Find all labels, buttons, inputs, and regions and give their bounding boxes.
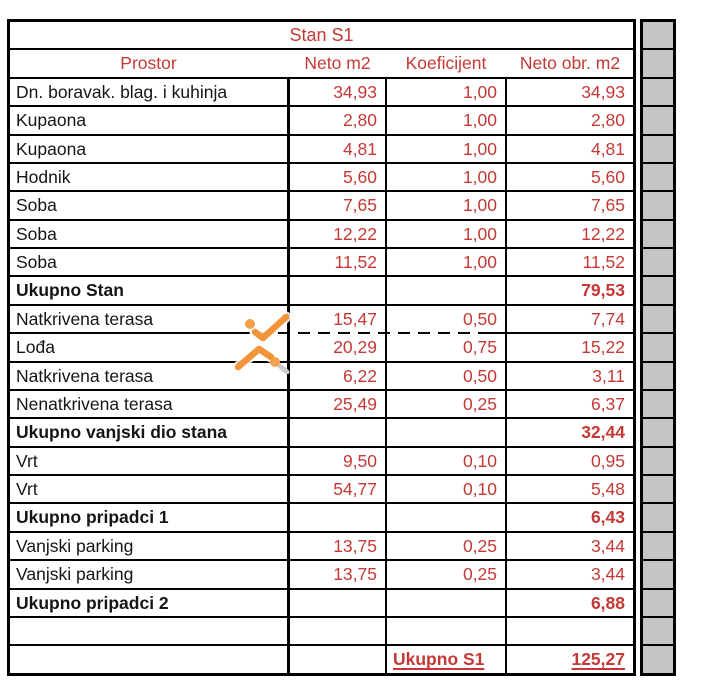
cell-obr: 5,60 [590, 166, 625, 187]
cell-koef: 0,50 [387, 363, 507, 389]
table-row [10, 618, 633, 646]
cell-koef: Ukupno S1 [387, 646, 507, 672]
cell-koef: 0,75 [387, 334, 507, 360]
cell-label: Ukupno pripadci 1 [10, 504, 290, 530]
cell-label: Vanjski parking [10, 533, 290, 559]
cell-koef: 0,50 [387, 306, 507, 332]
cell-obr: 4,81 [590, 138, 625, 159]
cell-koef [387, 504, 507, 530]
cell-label: Vanjski parking [10, 561, 290, 587]
gray-cell [643, 646, 673, 672]
cell-koef: 1,00 [387, 249, 507, 275]
cell-label: Soba [10, 249, 290, 275]
gray-cell [643, 561, 673, 589]
cell-obr: 11,52 [582, 252, 625, 272]
cell-label: Natkrivena terasa [10, 363, 290, 389]
cell-koef [387, 277, 507, 303]
cell-koef: 0,25 [387, 561, 507, 587]
cell-obr: 3,44 [590, 535, 625, 556]
cell-neto: 34,93 [290, 79, 387, 105]
cell-neto: 25,49 [290, 391, 387, 417]
cell-obr: 3,11 [592, 365, 625, 386]
column-header-prostor: Prostor [120, 53, 177, 74]
gray-cell [643, 22, 673, 50]
cell-koef [387, 419, 507, 445]
table-row [10, 164, 633, 192]
gray-cell [643, 306, 673, 334]
cell-obr: 5,48 [590, 479, 625, 499]
gray-cell [643, 448, 673, 476]
cell-neto [290, 618, 387, 644]
cell-koef [387, 590, 507, 616]
cell-neto: 20,29 [290, 334, 387, 360]
gray-cell [643, 476, 673, 504]
gray-cell [643, 107, 673, 135]
header-row [10, 50, 633, 78]
cell-neto: 12,22 [290, 221, 387, 247]
cell-neto [290, 646, 387, 672]
cell-label: Vrt [10, 476, 290, 502]
watermark-logo-icon [226, 308, 298, 374]
cell-obr: 2,80 [590, 110, 625, 131]
cell-neto: 7,65 [290, 192, 387, 218]
cell-obr: 34,93 [581, 81, 625, 102]
cell-obr: 3,44 [590, 564, 625, 585]
gray-cell [643, 419, 673, 447]
gray-cell [643, 164, 673, 192]
cell-neto [290, 277, 387, 303]
gray-cell [643, 249, 673, 277]
cell-koef: 1,00 [387, 107, 507, 133]
cell-label: Soba [10, 221, 290, 247]
gray-cell [643, 136, 673, 164]
table-row [10, 136, 633, 164]
cell-neto: 13,75 [290, 561, 387, 587]
gray-cell [643, 391, 673, 419]
cell-obr: 125,27 [571, 649, 625, 670]
cell-obr: 7,74 [590, 308, 625, 329]
cell-koef: 0,25 [387, 391, 507, 417]
cell-label: Ukupno pripadci 2 [10, 590, 290, 616]
area-table [7, 19, 636, 676]
table-row [10, 277, 633, 305]
cell-neto: 4,81 [290, 136, 387, 162]
table-row [10, 107, 633, 135]
table-title: Stan S1 [289, 25, 354, 45]
gray-cell [643, 533, 673, 561]
cell-neto: 15,47 [290, 306, 387, 332]
cell-label: Hodnik [10, 164, 290, 190]
cell-obr: 15,22 [581, 337, 625, 358]
cell-neto [290, 504, 387, 530]
table-row [10, 334, 633, 362]
gray-cell [643, 277, 673, 305]
cell-label: Soba [10, 192, 290, 218]
cell-label: Ukupno vanjski dio stana [10, 419, 290, 445]
cell-neto: 54,77 [290, 476, 387, 502]
gray-cell [643, 590, 673, 618]
column-header-koeficijent: Koeficijent [405, 53, 487, 74]
cell-koef: 1,00 [387, 164, 507, 190]
cell-obr: 32,44 [581, 422, 625, 443]
gray-cell [643, 50, 673, 78]
gray-cell [643, 221, 673, 249]
cell-neto: 11,52 [290, 249, 387, 275]
cell-label: Ukupno Stan [10, 277, 290, 303]
table-row [10, 448, 633, 476]
gray-cell [643, 504, 673, 532]
table-row [10, 561, 633, 589]
right-gray-column [640, 19, 676, 676]
table-row [10, 221, 633, 249]
table-row [10, 79, 633, 107]
table-row [10, 476, 633, 504]
table-row [10, 391, 633, 419]
cell-neto [290, 419, 387, 445]
cell-label [10, 646, 290, 672]
cell-koef: 1,00 [387, 136, 507, 162]
cell-obr: 12,22 [581, 223, 625, 244]
gray-cell [643, 363, 673, 391]
table-row [10, 646, 633, 672]
cell-label: Nenatkrivena terasa [10, 391, 290, 417]
cell-obr: 79,53 [581, 280, 625, 301]
cell-label: Dn. boravak. blag. i kuhinja [10, 79, 290, 105]
cell-koef: 1,00 [387, 221, 507, 247]
table-row [10, 419, 633, 447]
gray-cell [643, 192, 673, 220]
table-row [10, 504, 633, 532]
cell-label: Natkrivena terasa [10, 306, 290, 332]
cell-koef: 0,10 [387, 476, 507, 502]
gray-cell [643, 618, 673, 646]
column-header-neto-obr-m2: Neto obr. m2 [519, 53, 621, 74]
table-row [10, 533, 633, 561]
cell-label: Lođa [10, 334, 290, 360]
title-row [10, 22, 633, 50]
cell-neto [290, 590, 387, 616]
cell-koef: 0,10 [387, 448, 507, 474]
cell-obr: 6,43 [590, 507, 625, 528]
cell-obr [507, 618, 633, 644]
cell-koef: 1,00 [387, 192, 507, 218]
cell-label: Kupaona [10, 136, 290, 162]
cell-neto: 13,75 [290, 533, 387, 559]
cell-obr: 7,65 [590, 195, 625, 216]
cell-obr: 0,95 [590, 450, 625, 471]
cell-obr: 6,88 [590, 592, 625, 613]
gray-cell [643, 334, 673, 362]
cell-koef: 0,25 [387, 533, 507, 559]
cell-label: Vrt [10, 448, 290, 474]
cell-neto: 2,80 [290, 107, 387, 133]
cell-obr: 6,37 [590, 393, 625, 414]
column-header-neto-m2: Neto m2 [304, 53, 371, 74]
cell-label [10, 618, 290, 644]
cell-label: Kupaona [10, 107, 290, 133]
cell-neto: 9,50 [290, 448, 387, 474]
cell-neto: 5,60 [290, 164, 387, 190]
table-row [10, 363, 633, 391]
cell-koef [387, 618, 507, 644]
cell-koef: 1,00 [387, 79, 507, 105]
table-row [10, 192, 633, 220]
table-row [10, 590, 633, 618]
cell-neto: 6,22 [290, 363, 387, 389]
gray-cell [643, 79, 673, 107]
table-row [10, 249, 633, 277]
